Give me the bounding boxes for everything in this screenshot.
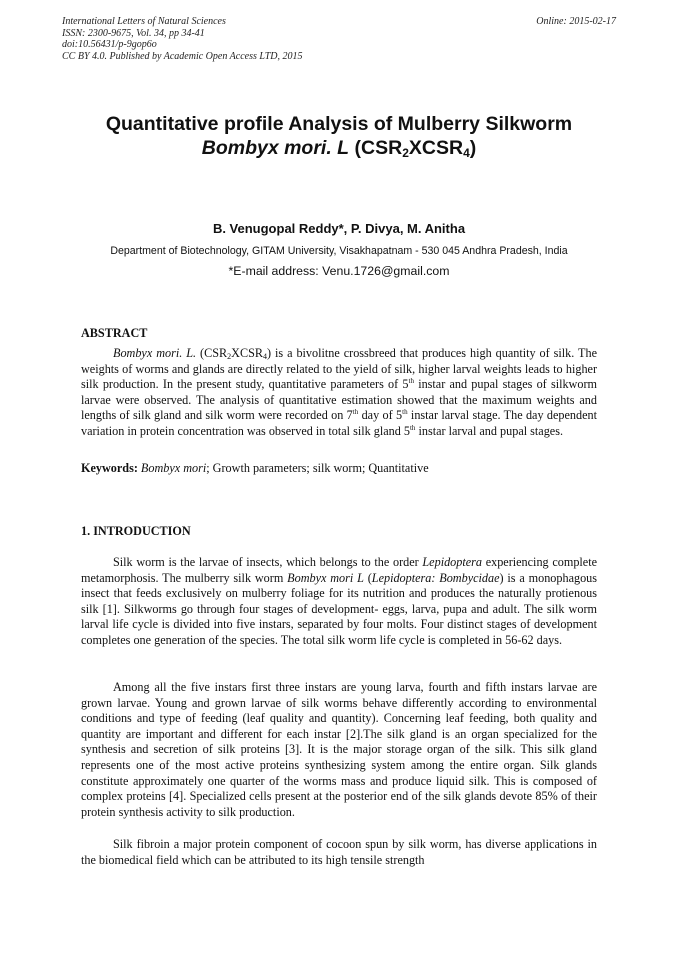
journal-header <box>62 16 303 62</box>
journal-name: International Letters of Natural Sciences <box>62 16 226 27</box>
keywords-line: Keywords: Bombyx mori; Growth parameters; silk worm; Quantitative <box>81 461 429 475</box>
abstract-heading: ABSTRACT <box>81 326 148 340</box>
license-line: CC BY 4.0. Published by Academic Open Access LTD, 2015 <box>62 50 303 62</box>
title-species: Bombyx mori. L <box>201 137 350 159</box>
issn-line: ISSN: 2300-9675, Vol. 34, pp 34-41 <box>62 27 205 39</box>
online-date: Online: 2015-02-17 <box>536 16 616 27</box>
affiliation: Department of Biotechnology, GITAM University, Visakhapatnam - 530 045 Andhra Pradesh, India <box>110 245 568 257</box>
abstract-body: Bombyx mori. L. $(CSR_2XCSR_4)$ is a bivolitne crossbreed that produces high quantity of silk. The weights of worms and glands are directly related to the yield of silk, higher larval weights leads to higher silk production. In the present study, quantitative parameters of 5th instar and pupal stages of silkworm larvae were observed. The analysis of quantitative estimation showed that the maximum weights and lengths of silk gland and silk worm were recorded on 7th day of 5th instar larval stage. The day dependent variation in protein concentration was observed in total silk gland 5th instar larval and pupal stages. <box>81 346 597 438</box>
author-list: B. Venugopal Reddy*, P. Divya, M. Anitha <box>212 221 466 236</box>
title-line-1: Quantitative profile Analysis of Mulberry Silkworm <box>105 113 573 135</box>
corresponding-email: *E-mail address: Venu.1726@gmail.com <box>228 264 450 278</box>
title-line-2: Bombyx mori. L $(CSR_2XCSR_4)$ <box>201 137 477 160</box>
paper-title <box>0 112 678 160</box>
intro-paragraph-1: Silk worm is the larvae of insects, which belongs to the order Lepidoptera experiencing complete metamorphosis. The mulberry silk worm Bombyx mori L (Lepidoptera: Bombycidae) is a monophagous insect that feeds exclusively on mulberry foliage for its nutrition and produces the naturally protienous silk [1]. Silkworms go through four stages of development- eggs, larva, pupa and adult. The silk worm larval life cycle is divided into five instars, separated by four molts. Four distinct stages of development completes one generation of the species. The total silk worm life cycle is completed in 56-62 days. <box>81 555 598 647</box>
intro-paragraph-2: Among all the five instars first three instars are young larva, fourth and fifth instars larvae are grown larvae. Young and grown larvae of silk worms behave differently according to environmental conditions and type of feeding (leaf quality and quantity). Concerning leaf feeding, both quality and quantity are important and different for each instar [2].The silk gland is an organ specialized for the synthesis and secretion of silk proteins [3]. It is the major storage organ of the silk. This silk gland represents one of the most active proteins synthesizing system among the entire organ. Silk glands constitute approximately one quarter of the worms mass and produce liquid silk. This is composed of complex proteins [4]. Specialized cells present at the posterior end of the silk glands devote 85% of their protein synthesis activity to silk production. <box>81 680 597 819</box>
keywords-label: Keywords <box>81 461 134 475</box>
introduction-heading: 1. INTRODUCTION <box>81 524 191 538</box>
doi-line: doi:10.56431/p-9gop6o <box>62 39 157 50</box>
intro-paragraph-3: Silk fibroin a major protein component of cocoon spun by silk worm, has diverse applications in the biomedical field which can be attributed to its high tensile strength <box>81 837 597 867</box>
